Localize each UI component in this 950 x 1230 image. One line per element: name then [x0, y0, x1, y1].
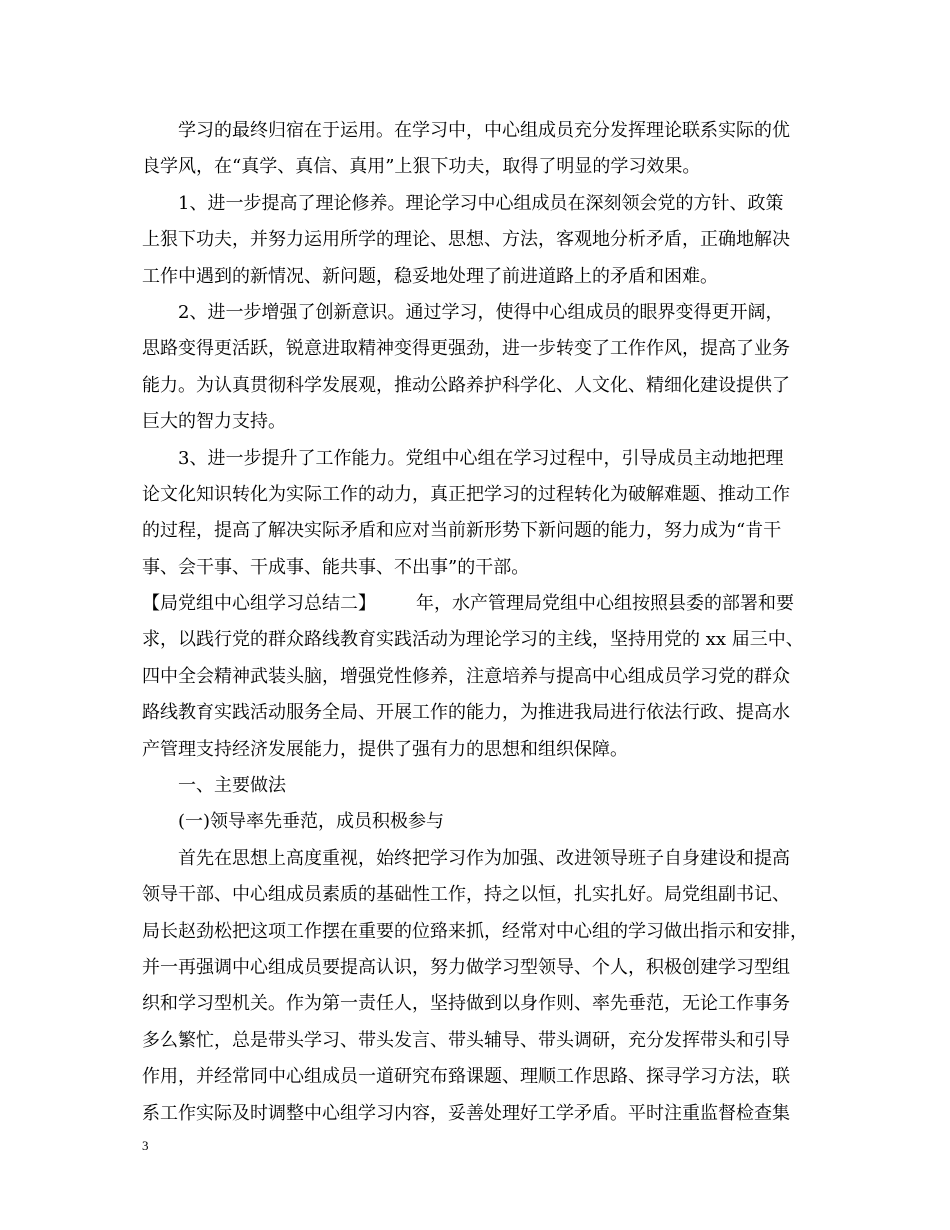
paragraph-line: 论文化知识转化为实际工作的动力，真正把学习的过程转化为破解难题、推动工作	[142, 483, 790, 505]
paragraph-line: 的过程，提高了解决实际矛盾和应对当前新形势下新问题的能力，努力成为“肯干	[142, 520, 782, 542]
paragraph-line: 能力。为认真贯彻科学发展观，推动公路养护科学化、人文化、精细化建设提供了	[142, 374, 790, 396]
section-intro: 年，水产管理局党组中心组按照县委的部署和要	[416, 593, 794, 615]
document-body	[142, 113, 832, 1132]
paragraph-line: 首先在思想上高度重视，始终把学习作为加强、改进领导班子自身建设和提高	[178, 847, 790, 869]
paragraph-line: 作用，并经常同中心组成员一道研究布臵课题、理顺工作思路、探寻学习方法，联	[142, 1066, 790, 1088]
paragraph-line: 织和学习型机关。作为第一责任人，坚持做到以身作则、率先垂范，无论工作事务	[142, 993, 790, 1015]
paragraph-line: 学习的最终归宿在于运用。在学习中，中心组成员充分发挥理论联系实际的优	[178, 120, 790, 141]
paragraph-line: 良学风，在“真学、真信、真用”上狠下功夫，取得了明显的学习效果。	[142, 156, 701, 178]
paragraph-line: 2、进一步增强了创新意识。通过学习，使得中心组成员的眼界变得更开阔，	[178, 301, 784, 323]
subheading-line: (一)领导率先垂范，成员积极参与	[178, 811, 445, 833]
section-heading-line	[142, 586, 832, 622]
paragraph-line: 系工作实际及时调整中心组学习内容，妥善处理好工学矛盾。平时注重监督检查集	[142, 1102, 790, 1124]
paragraph-line: 事、会干事、干成事、能共事、不出事”的干部。	[142, 556, 530, 578]
paragraph-line: 产管理支持经济发展能力，提供了强有力的思想和组织保障。	[142, 738, 628, 760]
paragraph-line: 领导干部、中心组成员素质的基础性工作，持之以恒，扎实扎好。局党组副书记、	[142, 884, 790, 906]
paragraph-line: 路线教育实践活动服务全局、开展工作的能力，为推进我局进行依法行政、提高水	[142, 702, 790, 724]
page-number: 3	[142, 1138, 149, 1153]
paragraph-line: 思路变得更活跃，锐意进取精神变得更强劲，进一步转变了工作作风，提高了业务	[142, 338, 790, 360]
paragraph-line: 局长赵劲松把这项工作摆在重要的位臵来抓，经常对中心组的学习做出指示和安排，	[142, 920, 808, 942]
paragraph-line: 3、进一步提升了工作能力。党组中心组在学习过程中，引导成员主动地把理	[178, 447, 784, 469]
subheading-line: 一、主要做法	[178, 775, 286, 797]
paragraph-line: 上狠下功夫，并努力运用所学的理论、思想、方法，客观地分析矛盾，正确地解决	[142, 229, 790, 251]
paragraph-line: 巨大的智力支持。	[142, 411, 286, 433]
paragraph-line: 工作中遇到的新情况、新问题，稳妥地处理了前进道路上的矛盾和困难。	[142, 265, 718, 287]
paragraph-line: 1、进一步提高了理论修养。理论学习中心组成员在深刻领会党的方针、政策	[178, 192, 784, 214]
paragraph-line: 四中全会精神武装头脑，增强党性修养，注意培养与提高中心组成员学习党的群众	[142, 665, 790, 687]
paragraph-line: 多么繁忙，总是带头学习、带头发言、带头辅导、带头调研，充分发挥带头和引导	[142, 1029, 790, 1051]
paragraph-line: 求，以践行党的群众路线教育实践活动为理论学习的主线，坚持用党的 xx 届三中、	[142, 629, 804, 651]
section-heading: 【局党组中心组学习总结二】	[142, 593, 376, 615]
paragraph-line: 并一再强调中心组成员要提高认识，努力做学习型领导、个人，积极创建学习型组	[142, 956, 790, 978]
